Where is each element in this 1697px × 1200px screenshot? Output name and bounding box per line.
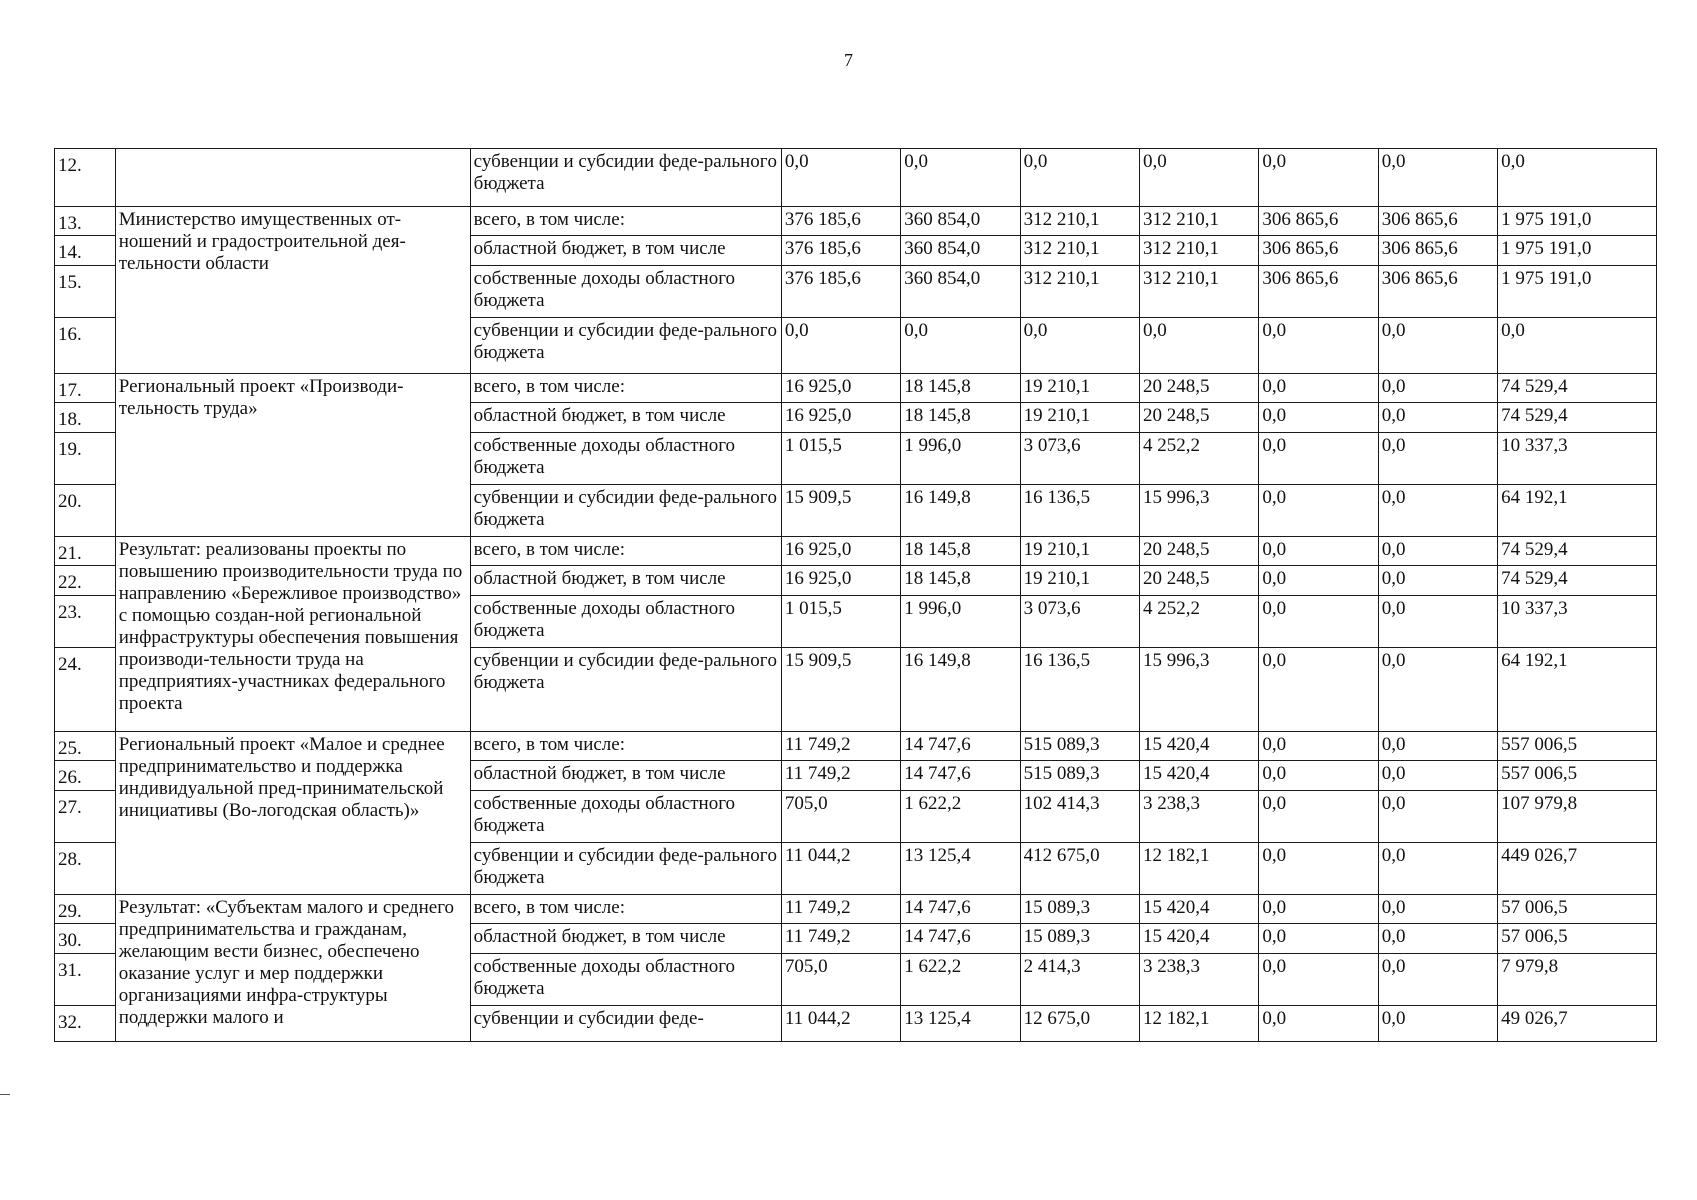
year-value-cell: 11 044,2: [781, 1006, 900, 1042]
year-value-cell: 0,0: [1378, 149, 1497, 207]
budget-line-label: субвенции и субсидии феде-ральногo бюджета: [470, 843, 781, 895]
year-value-cell: 4 252,2: [1140, 433, 1259, 485]
year-value-cell: 0,0: [1259, 954, 1378, 1006]
year-value-cell: 0,0: [1378, 648, 1497, 732]
year-value-cell: 306 865,6: [1259, 236, 1378, 266]
budget-line-label: областной бюджет, в том числе: [470, 761, 781, 791]
year-value-cell: 16 925,0: [781, 566, 900, 596]
year-value-cell: 13 125,4: [901, 1006, 1020, 1042]
total-value-cell: 57 006,5: [1498, 924, 1657, 954]
row-number: 25.: [55, 732, 116, 761]
year-value-cell: 0,0: [1259, 485, 1378, 537]
year-value-cell: 0,0: [901, 318, 1020, 374]
year-value-cell: 2 414,3: [1020, 954, 1139, 1006]
year-value-cell: 19 210,1: [1020, 374, 1139, 403]
year-value-cell: 15 420,4: [1140, 761, 1259, 791]
year-value-cell: 19 210,1: [1020, 566, 1139, 596]
budget-line-label: собственные доходы областного бюджета: [470, 266, 781, 318]
budget-line-label: субвенции и субсидии феде-ральногo бюджета: [470, 485, 781, 537]
row-number: 22.: [55, 566, 116, 596]
group-name-cell: Результат: «Субъектам малого и среднего предпринимательства и гражданам, желающим вести бизнес, обеспечено оказание услуг и мер поддержки организациями инфра-структуры поддержки малого и: [115, 895, 470, 1042]
year-value-cell: 705,0: [781, 954, 900, 1006]
year-value-cell: 15 909,5: [781, 485, 900, 537]
year-value-cell: 0,0: [1259, 843, 1378, 895]
row-number: 31.: [55, 954, 116, 1006]
year-value-cell: 15 089,3: [1020, 924, 1139, 954]
budget-line-label: субвенции и субсидии феде-ральногo бюджета: [470, 648, 781, 732]
row-number: 18.: [55, 403, 116, 433]
year-value-cell: 18 145,8: [901, 566, 1020, 596]
budget-line-label: собственные доходы областного бюджета: [470, 791, 781, 843]
total-value-cell: 107 979,8: [1498, 791, 1657, 843]
year-value-cell: 0,0: [1259, 791, 1378, 843]
total-value-cell: 74 529,4: [1498, 374, 1657, 403]
year-value-cell: 20 248,5: [1140, 374, 1259, 403]
year-value-cell: 0,0: [781, 149, 900, 207]
year-value-cell: 16 925,0: [781, 403, 900, 433]
year-value-cell: 11 749,2: [781, 761, 900, 791]
budget-line-label: собственные доходы областного бюджета: [470, 596, 781, 648]
year-value-cell: 306 865,6: [1259, 207, 1378, 236]
year-value-cell: 376 185,6: [781, 236, 900, 266]
year-value-cell: 0,0: [1140, 318, 1259, 374]
year-value-cell: 0,0: [1259, 149, 1378, 207]
budget-line-label: субвенции и субсидии феде-ральногo бюджета: [470, 318, 781, 374]
row-number: 13.: [55, 207, 116, 236]
year-value-cell: 0,0: [1378, 791, 1497, 843]
total-value-cell: 557 006,5: [1498, 732, 1657, 761]
year-value-cell: 15 089,3: [1020, 895, 1139, 924]
year-value-cell: 0,0: [1259, 433, 1378, 485]
year-value-cell: 312 210,1: [1020, 266, 1139, 318]
year-value-cell: 312 210,1: [1140, 236, 1259, 266]
total-value-cell: 49 026,7: [1498, 1006, 1657, 1042]
budget-table-body: [55, 149, 1657, 1042]
total-value-cell: 74 529,4: [1498, 403, 1657, 433]
year-value-cell: 306 865,6: [1378, 266, 1497, 318]
year-value-cell: 0,0: [1259, 732, 1378, 761]
year-value-cell: 0,0: [1020, 318, 1139, 374]
year-value-cell: 20 248,5: [1140, 403, 1259, 433]
table-row: [55, 732, 1657, 761]
total-value-cell: 10 337,3: [1498, 433, 1657, 485]
year-value-cell: 0,0: [1259, 374, 1378, 403]
year-value-cell: 12 675,0: [1020, 1006, 1139, 1042]
year-value-cell: 312 210,1: [1140, 207, 1259, 236]
year-value-cell: 705,0: [781, 791, 900, 843]
budget-line-label: областной бюджет, в том числе: [470, 566, 781, 596]
total-value-cell: 7 979,8: [1498, 954, 1657, 1006]
year-value-cell: 0,0: [1378, 761, 1497, 791]
year-value-cell: 0,0: [1259, 566, 1378, 596]
year-value-cell: 15 996,3: [1140, 485, 1259, 537]
year-value-cell: 1 015,5: [781, 433, 900, 485]
row-number: 16.: [55, 318, 116, 374]
year-value-cell: 0,0: [901, 149, 1020, 207]
year-value-cell: 312 210,1: [1020, 207, 1139, 236]
budget-line-label: областной бюджет, в том числе: [470, 924, 781, 954]
budget-line-label: субвенции и субсидии феде-: [470, 1006, 781, 1042]
total-value-cell: 1 975 191,0: [1498, 266, 1657, 318]
year-value-cell: 0,0: [1378, 485, 1497, 537]
year-value-cell: 0,0: [1378, 924, 1497, 954]
budget-line-label: собственные доходы областного бюджета: [470, 433, 781, 485]
table-row: [55, 207, 1657, 236]
year-value-cell: 312 210,1: [1140, 266, 1259, 318]
total-value-cell: 0,0: [1498, 149, 1657, 207]
year-value-cell: 0,0: [1378, 596, 1497, 648]
year-value-cell: 13 125,4: [901, 843, 1020, 895]
year-value-cell: 14 747,6: [901, 761, 1020, 791]
year-value-cell: 0,0: [1259, 761, 1378, 791]
total-value-cell: 57 006,5: [1498, 895, 1657, 924]
year-value-cell: 0,0: [1378, 732, 1497, 761]
year-value-cell: 3 238,3: [1140, 954, 1259, 1006]
year-value-cell: 0,0: [1378, 374, 1497, 403]
group-name-cell: Результат: реализованы проекты по повышению производительности труда по направлению «Бережливое производство» с помощью создан-ной региональной инфраструктуры обеспечения повышения производи-тельности труда на предприятиях-участниках федерального проекта: [115, 537, 470, 732]
year-value-cell: 0,0: [1259, 403, 1378, 433]
row-number: 19.: [55, 433, 116, 485]
year-value-cell: 0,0: [1259, 924, 1378, 954]
row-number: 32.: [55, 1006, 116, 1042]
year-value-cell: 1 015,5: [781, 596, 900, 648]
year-value-cell: 16 136,5: [1020, 648, 1139, 732]
group-name-cell: Министерство имущественных от-ношений и градостроительной дея-тельности области: [115, 207, 470, 374]
year-value-cell: 12 182,1: [1140, 843, 1259, 895]
budget-line-label: собственные доходы областного бюджета: [470, 954, 781, 1006]
year-value-cell: 14 747,6: [901, 924, 1020, 954]
row-number: 29.: [55, 895, 116, 924]
total-value-cell: 449 026,7: [1498, 843, 1657, 895]
year-value-cell: 11 044,2: [781, 843, 900, 895]
row-number: 26.: [55, 761, 116, 791]
total-value-cell: 1 975 191,0: [1498, 207, 1657, 236]
row-number: 12.: [55, 149, 116, 207]
year-value-cell: 0,0: [1259, 537, 1378, 566]
year-value-cell: 11 749,2: [781, 924, 900, 954]
year-value-cell: 4 252,2: [1140, 596, 1259, 648]
budget-line-label: областной бюджет, в том числе: [470, 403, 781, 433]
year-value-cell: 3 073,6: [1020, 596, 1139, 648]
year-value-cell: 515 089,3: [1020, 761, 1139, 791]
year-value-cell: 0,0: [1378, 537, 1497, 566]
year-value-cell: 16 136,5: [1020, 485, 1139, 537]
group-name-cell: Региональный проект «Производи-тельность труда»: [115, 374, 470, 537]
budget-line-label: субвенции и субсидии феде-ральногo бюджета: [470, 149, 781, 207]
table-row: [55, 149, 1657, 207]
year-value-cell: 360 854,0: [901, 266, 1020, 318]
budget-line-label: всего, в том числе:: [470, 374, 781, 403]
total-value-cell: 10 337,3: [1498, 596, 1657, 648]
year-value-cell: 376 185,6: [781, 207, 900, 236]
year-value-cell: 0,0: [1259, 318, 1378, 374]
year-value-cell: 15 420,4: [1140, 924, 1259, 954]
year-value-cell: 0,0: [1378, 566, 1497, 596]
year-value-cell: 3 238,3: [1140, 791, 1259, 843]
year-value-cell: 15 909,5: [781, 648, 900, 732]
year-value-cell: 16 149,8: [901, 648, 1020, 732]
year-value-cell: 0,0: [1259, 895, 1378, 924]
year-value-cell: 0,0: [781, 318, 900, 374]
year-value-cell: 12 182,1: [1140, 1006, 1259, 1042]
row-number: 17.: [55, 374, 116, 403]
year-value-cell: 16 925,0: [781, 374, 900, 403]
year-value-cell: 306 865,6: [1259, 266, 1378, 318]
year-value-cell: 14 747,6: [901, 895, 1020, 924]
year-value-cell: 19 210,1: [1020, 403, 1139, 433]
year-value-cell: 1 622,2: [901, 791, 1020, 843]
budget-line-label: всего, в том числе:: [470, 732, 781, 761]
year-value-cell: 15 420,4: [1140, 732, 1259, 761]
year-value-cell: 18 145,8: [901, 537, 1020, 566]
group-name-cell: Региональный проект «Малое и среднее предпринимательство и поддержка индивидуальной пред-принимательской инициативы (Во-логодская область)»: [115, 732, 470, 895]
table-row: [55, 537, 1657, 566]
year-value-cell: 1 996,0: [901, 433, 1020, 485]
year-value-cell: 14 747,6: [901, 732, 1020, 761]
year-value-cell: 16 149,8: [901, 485, 1020, 537]
total-value-cell: 74 529,4: [1498, 566, 1657, 596]
year-value-cell: 0,0: [1259, 1006, 1378, 1042]
total-value-cell: 0,0: [1498, 318, 1657, 374]
year-value-cell: 11 749,2: [781, 732, 900, 761]
total-value-cell: 1 975 191,0: [1498, 236, 1657, 266]
year-value-cell: 0,0: [1378, 403, 1497, 433]
row-number: 15.: [55, 266, 116, 318]
row-number: 23.: [55, 596, 116, 648]
year-value-cell: 515 089,3: [1020, 732, 1139, 761]
table-row: [55, 374, 1657, 403]
margin-mark: [0, 1094, 10, 1095]
budget-table: [54, 148, 1657, 1042]
row-number: 30.: [55, 924, 116, 954]
year-value-cell: 0,0: [1140, 149, 1259, 207]
year-value-cell: 1 622,2: [901, 954, 1020, 1006]
year-value-cell: 19 210,1: [1020, 537, 1139, 566]
total-value-cell: 64 192,1: [1498, 648, 1657, 732]
year-value-cell: 0,0: [1378, 1006, 1497, 1042]
page-number: 7: [844, 50, 853, 70]
year-value-cell: 15 996,3: [1140, 648, 1259, 732]
year-value-cell: 306 865,6: [1378, 236, 1497, 266]
year-value-cell: 20 248,5: [1140, 537, 1259, 566]
year-value-cell: 376 185,6: [781, 266, 900, 318]
group-name-cell: [115, 149, 470, 207]
year-value-cell: 18 145,8: [901, 374, 1020, 403]
table-row: [55, 895, 1657, 924]
budget-line-label: всего, в том числе:: [470, 207, 781, 236]
year-value-cell: 412 675,0: [1020, 843, 1139, 895]
total-value-cell: 64 192,1: [1498, 485, 1657, 537]
year-value-cell: 15 420,4: [1140, 895, 1259, 924]
year-value-cell: 0,0: [1378, 954, 1497, 1006]
total-value-cell: 557 006,5: [1498, 761, 1657, 791]
year-value-cell: 3 073,6: [1020, 433, 1139, 485]
year-value-cell: 360 854,0: [901, 236, 1020, 266]
row-number: 27.: [55, 791, 116, 843]
year-value-cell: 1 996,0: [901, 596, 1020, 648]
budget-line-label: всего, в том числе:: [470, 895, 781, 924]
year-value-cell: 102 414,3: [1020, 791, 1139, 843]
year-value-cell: 0,0: [1378, 843, 1497, 895]
row-number: 20.: [55, 485, 116, 537]
total-value-cell: 74 529,4: [1498, 537, 1657, 566]
year-value-cell: 0,0: [1259, 596, 1378, 648]
year-value-cell: 0,0: [1378, 318, 1497, 374]
year-value-cell: 0,0: [1020, 149, 1139, 207]
budget-line-label: областной бюджет, в том числе: [470, 236, 781, 266]
row-number: 24.: [55, 648, 116, 732]
year-value-cell: 360 854,0: [901, 207, 1020, 236]
row-number: 28.: [55, 843, 116, 895]
row-number: 21.: [55, 537, 116, 566]
year-value-cell: 16 925,0: [781, 537, 900, 566]
year-value-cell: 312 210,1: [1020, 236, 1139, 266]
year-value-cell: 306 865,6: [1378, 207, 1497, 236]
year-value-cell: 0,0: [1259, 648, 1378, 732]
year-value-cell: 0,0: [1378, 433, 1497, 485]
row-number: 14.: [55, 236, 116, 266]
year-value-cell: 18 145,8: [901, 403, 1020, 433]
budget-line-label: всего, в том числе:: [470, 537, 781, 566]
year-value-cell: 0,0: [1378, 895, 1497, 924]
year-value-cell: 20 248,5: [1140, 566, 1259, 596]
year-value-cell: 11 749,2: [781, 895, 900, 924]
budget-table-wrapper: [54, 148, 1657, 1042]
